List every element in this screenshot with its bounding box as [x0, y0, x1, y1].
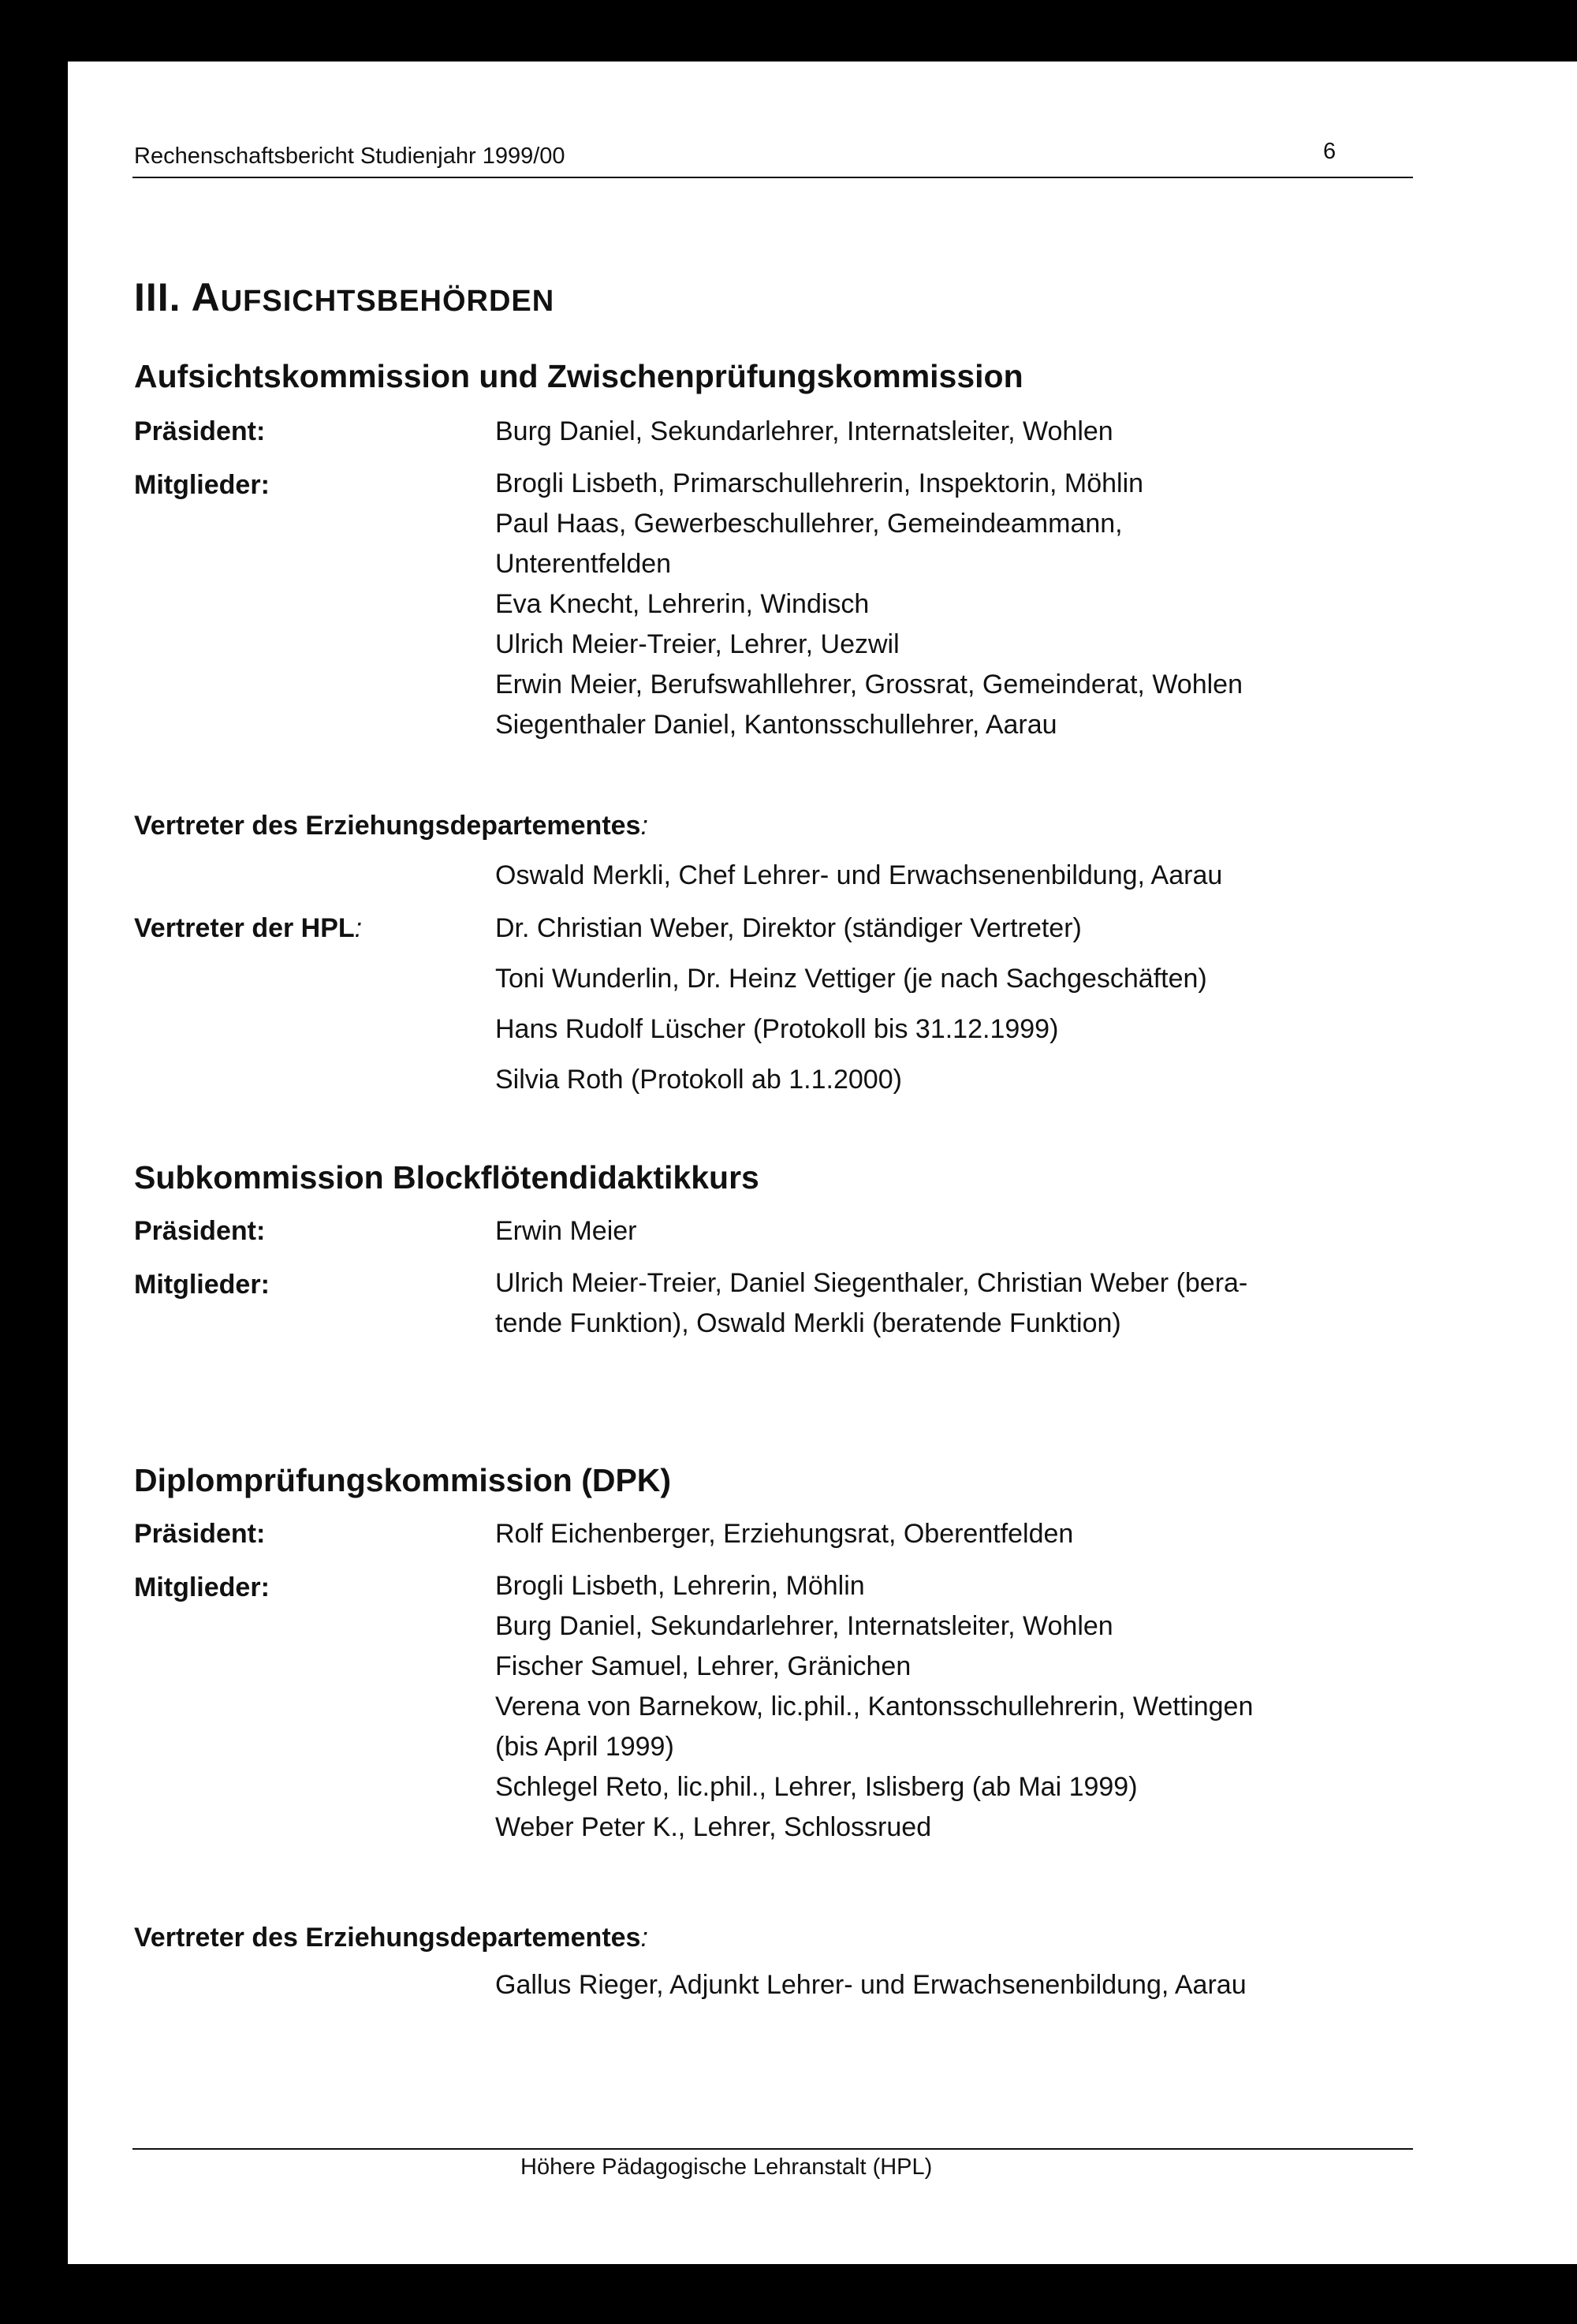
list-item: Verena von Barnekow, lic.phil., Kantonsschullehrerin, Wettingen	[495, 1692, 1254, 1722]
hpl-rep-label-text: Vertreter der HPL	[134, 913, 355, 943]
members-label: Mitglieder:	[134, 1270, 270, 1300]
list-item: Weber Peter K., Lehrer, Schlossrued	[495, 1812, 932, 1842]
section-title-diplompruefungskommission: Diplomprüfungskommission (DPK)	[134, 1462, 672, 1498]
members-list	[495, 1263, 1247, 1344]
chapter-cap-a: A	[191, 275, 221, 319]
ed-rep-label-text: Vertreter des Erziehungsdepartementes	[134, 1923, 641, 1953]
president-label: Präsident:	[134, 1216, 266, 1246]
list-item: Ulrich Meier-Treier, Daniel Siegenthaler, Christian Weber (bera-	[495, 1268, 1248, 1298]
list-item: Eva Knecht, Lehrerin, Windisch	[495, 589, 870, 619]
ed-rep-label	[134, 1923, 648, 1953]
chapter-rest-b: RDEN	[466, 285, 555, 318]
chapter-cap-b: Ö	[442, 285, 467, 318]
list-item: Brogli Lisbeth, Lehrerin, Möhlin	[495, 1571, 865, 1601]
header-title: Rechenschaftsbericht Studienjahr 1999/00	[134, 144, 565, 169]
list-item: Paul Haas, Gewerbeschullehrer, Gemeindeammann,	[495, 509, 1123, 539]
list-item: Burg Daniel, Sekundarlehrer, Internatsleiter, Wohlen	[495, 1611, 1113, 1641]
ed-rep-value: Oswald Merkli, Chef Lehrer- und Erwachsenenbildung, Aarau	[495, 860, 1223, 890]
hpl-rep-label	[134, 913, 362, 944]
list-item: (bis April 1999)	[495, 1732, 674, 1762]
president-value: Burg Daniel, Sekundarlehrer, Internatsleiter, Wohlen	[495, 416, 1113, 446]
list-item: Ulrich Meier-Treier, Lehrer, Uezwil	[495, 629, 900, 659]
president-value: Rolf Eichenberger, Erziehungsrat, Oberentfelden	[495, 1519, 1074, 1549]
members-list	[495, 464, 1243, 745]
president-label: Präsident:	[134, 1519, 266, 1549]
footer-text: Höhere Pädagogische Lehranstalt (HPL)	[520, 2154, 933, 2180]
list-item: Brogli Lisbeth, Primarschullehrerin, Inspektorin, Möhlin	[495, 468, 1144, 498]
ed-rep-value: Gallus Rieger, Adjunkt Lehrer- und Erwachsenenbildung, Aarau	[495, 1970, 1247, 2000]
footer-rule	[132, 2148, 1413, 2150]
ed-rep-label-text: Vertreter des Erziehungsdepartementes	[134, 811, 641, 841]
list-item: Hans Rudolf Lüscher (Protokoll bis 31.12.1999)	[495, 1014, 1059, 1044]
section-title-subkommission: Subkommission Blockflötendidaktikkurs	[134, 1159, 759, 1196]
president-label: Präsident:	[134, 416, 266, 446]
list-item: Schlegel Reto, lic.phil., Lehrer, Islisberg (ab Mai 1999)	[495, 1772, 1138, 1802]
members-label: Mitglieder:	[134, 470, 270, 500]
ed-rep-label	[134, 811, 648, 841]
list-item: tende Funktion), Oswald Merkli (beratende Funktion)	[495, 1308, 1121, 1338]
list-item: Silvia Roth (Protokoll ab 1.1.2000)	[495, 1065, 902, 1095]
hpl-rep-colon: :	[354, 913, 363, 943]
chapter-heading	[134, 274, 554, 320]
list-item: Toni Wunderlin, Dr. Heinz Vettiger (je nach Sachgeschäften)	[495, 964, 1207, 994]
list-item: Erwin Meier, Berufswahllehrer, Grossrat, Gemeinderat, Wohlen	[495, 670, 1243, 699]
members-label: Mitglieder:	[134, 1572, 270, 1602]
chapter-numeral: III.	[134, 275, 181, 319]
list-item: Unterentfelden	[495, 549, 672, 579]
list-item: Dr. Christian Weber, Direktor (ständiger Vertreter)	[495, 913, 1082, 943]
chapter-rest-a: UFSICHTSBEH	[220, 285, 442, 318]
ed-rep-colon: :	[640, 1923, 648, 1953]
members-list	[495, 1566, 1253, 1848]
header-rule	[132, 177, 1413, 178]
ed-rep-colon: :	[640, 811, 648, 841]
section-title-aufsichtskommission: Aufsichtskommission und Zwischenprüfungskommission	[134, 358, 1023, 394]
president-value: Erwin Meier	[495, 1216, 637, 1246]
list-item: Fischer Samuel, Lehrer, Gränichen	[495, 1651, 912, 1681]
list-item: Siegenthaler Daniel, Kantonsschullehrer, Aarau	[495, 710, 1057, 740]
page-number: 6	[1323, 139, 1337, 164]
document-page	[68, 62, 1577, 2264]
